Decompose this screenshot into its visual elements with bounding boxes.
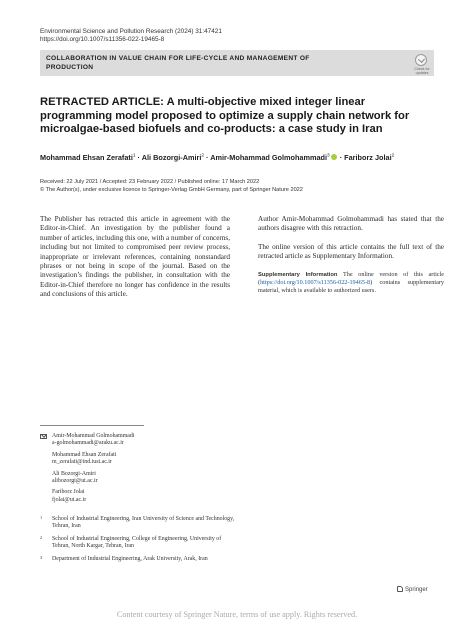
journal-header xyxy=(40,28,222,44)
affiliation-entry xyxy=(40,556,240,563)
contact-name: Amir-Mohammad Golmohammadi xyxy=(52,433,135,439)
contact-name: Fariborz Jolai xyxy=(52,489,85,496)
supplementary-heading: Supplementary Information xyxy=(258,272,338,278)
affiliation-number: 2 xyxy=(40,534,43,540)
author-name[interactable]: Mohammad Ehsan Zerafati xyxy=(40,153,133,162)
contact-entry xyxy=(40,433,240,448)
contact-name: Ali Bozorgi-Amiri xyxy=(52,470,96,477)
supplementary-text-end: ) contains supplementary material, which is available to authorized users. xyxy=(258,279,444,295)
article-doi[interactable]: https://doi.org/10.1007/s11356-022-19465-8 xyxy=(40,36,165,43)
courtesy-footer: Content courtesy of Springer Nature, terms of use apply. Rights reserved. xyxy=(116,610,358,619)
retraction-notice-right xyxy=(258,215,444,271)
affiliation-text: School of Industrial Engineering, College of Engineering, University of Tehran, North Kargar, Tehran, Iran xyxy=(52,535,222,550)
publication-dates xyxy=(40,178,303,194)
contact-email[interactable]: alibozorgi@ut.ac.ir xyxy=(52,478,98,485)
contact-email[interactable]: fjolai@ut.ac.ir xyxy=(52,496,87,503)
affiliation-entry xyxy=(40,516,240,531)
section-banner xyxy=(40,50,434,76)
contact-entry xyxy=(40,452,240,467)
check-for-updates-badge[interactable] xyxy=(411,54,433,76)
publisher-name: Springer xyxy=(405,587,428,593)
author-contacts xyxy=(40,433,240,508)
author-affil-ref: 3 xyxy=(327,153,330,159)
author-name[interactable]: Ali Bozorgi-Amiri xyxy=(141,153,202,162)
supplementary-information xyxy=(258,271,444,296)
springer-horse-icon xyxy=(397,586,403,592)
retraction-paragraph: The Publisher has retracted this article in agreement with the Editor-in-Chief. An investigation by the publisher found a number of articles, including this one, with a number of concerns, including but not limited to compromised peer review process, inappropriate or irrelevant references, containing nonstandard phrases or not being in scope of the journal. Based on the investigation’s findings the publisher, in consultation with the Editor-in-Chief therefore no longer has confidence in the results and conclusions of this article. xyxy=(40,215,230,299)
section-title: COLLABORATION IN VALUE CHAIN FOR LIFE-CYCLE AND MANAGEMENT OF PRODUCTION xyxy=(46,55,310,71)
author-name[interactable]: Amir-Mohammad Golmohammadi xyxy=(210,153,327,162)
received-accepted-published: Received: 22 July 2021 / Accepted: 23 February 2022 / Published online: 17 March 2022 xyxy=(40,179,260,185)
check-updates-icon xyxy=(415,54,427,66)
supplementary-link[interactable]: https://doi.org/10.1007/s11356-022-19465-8 xyxy=(260,279,371,287)
affiliation-number: 3 xyxy=(40,554,43,560)
footnote-divider xyxy=(40,425,144,426)
envelope-icon xyxy=(40,434,47,439)
disagreement-paragraph: Author Amir-Mohammad Golmohammadi has stated that the authors disagree with this retraction. xyxy=(258,215,444,233)
contact-email[interactable]: m_zerafati@ind.iust.ac.ir xyxy=(52,459,112,466)
affiliations xyxy=(40,516,240,568)
author-affil-ref: 2 xyxy=(391,153,395,159)
author-affil-ref: 1 xyxy=(132,153,136,159)
affiliation-text: School of Industrial Engineering, Iran University of Science and Technology, Tehran, Iran xyxy=(52,516,235,530)
affiliation-entry xyxy=(40,536,240,551)
supplementary-text: The online version of this article ( xyxy=(258,271,444,287)
retraction-notice-left xyxy=(40,215,230,300)
article-title: RETRACTED ARTICLE: A multi-objective mixed integer linear programming model proposed to optimize a supply chain network for microalgae-based biofuels and co-products: a case study in Iran xyxy=(40,96,410,136)
affiliation-text: Department of Industrial Engineering, Arak University, Arak, Iran xyxy=(52,555,208,562)
affiliation-number: 1 xyxy=(40,515,43,520)
contact-entry xyxy=(40,489,240,504)
publisher-logo xyxy=(397,586,428,593)
orcid-icon[interactable] xyxy=(331,154,337,160)
contact-email[interactable]: a-golmohammadi@araku.ac.ir xyxy=(52,440,124,447)
copyright-line: © The Author(s), under exclusive licence to Springer-Verlag GmbH Germany, part of Springer Nature 2022 xyxy=(40,187,303,193)
author-name[interactable]: Fariborz Jolai xyxy=(344,153,392,162)
supplementary-note-paragraph: The online version of this article contains the full text of the retracted article as Supplementary Information. xyxy=(258,242,444,261)
contact-name: Mohammad Ehsan Zerafati xyxy=(52,451,117,458)
journal-citation: Environmental Science and Pollution Research (2024) 31:47421 xyxy=(40,28,222,35)
author-affil-ref: 2 xyxy=(201,153,205,159)
contact-entry xyxy=(40,471,240,486)
author-list: Mohammad Ehsan Zerafati$^1$ · Ali Bozorgi-Amiri$^2$ · Amir-Mohammad Golmohammadi$^3$ · Fariborz Jolai$^2$ xyxy=(40,153,395,162)
check-updates-label: Check for updates xyxy=(414,67,430,75)
